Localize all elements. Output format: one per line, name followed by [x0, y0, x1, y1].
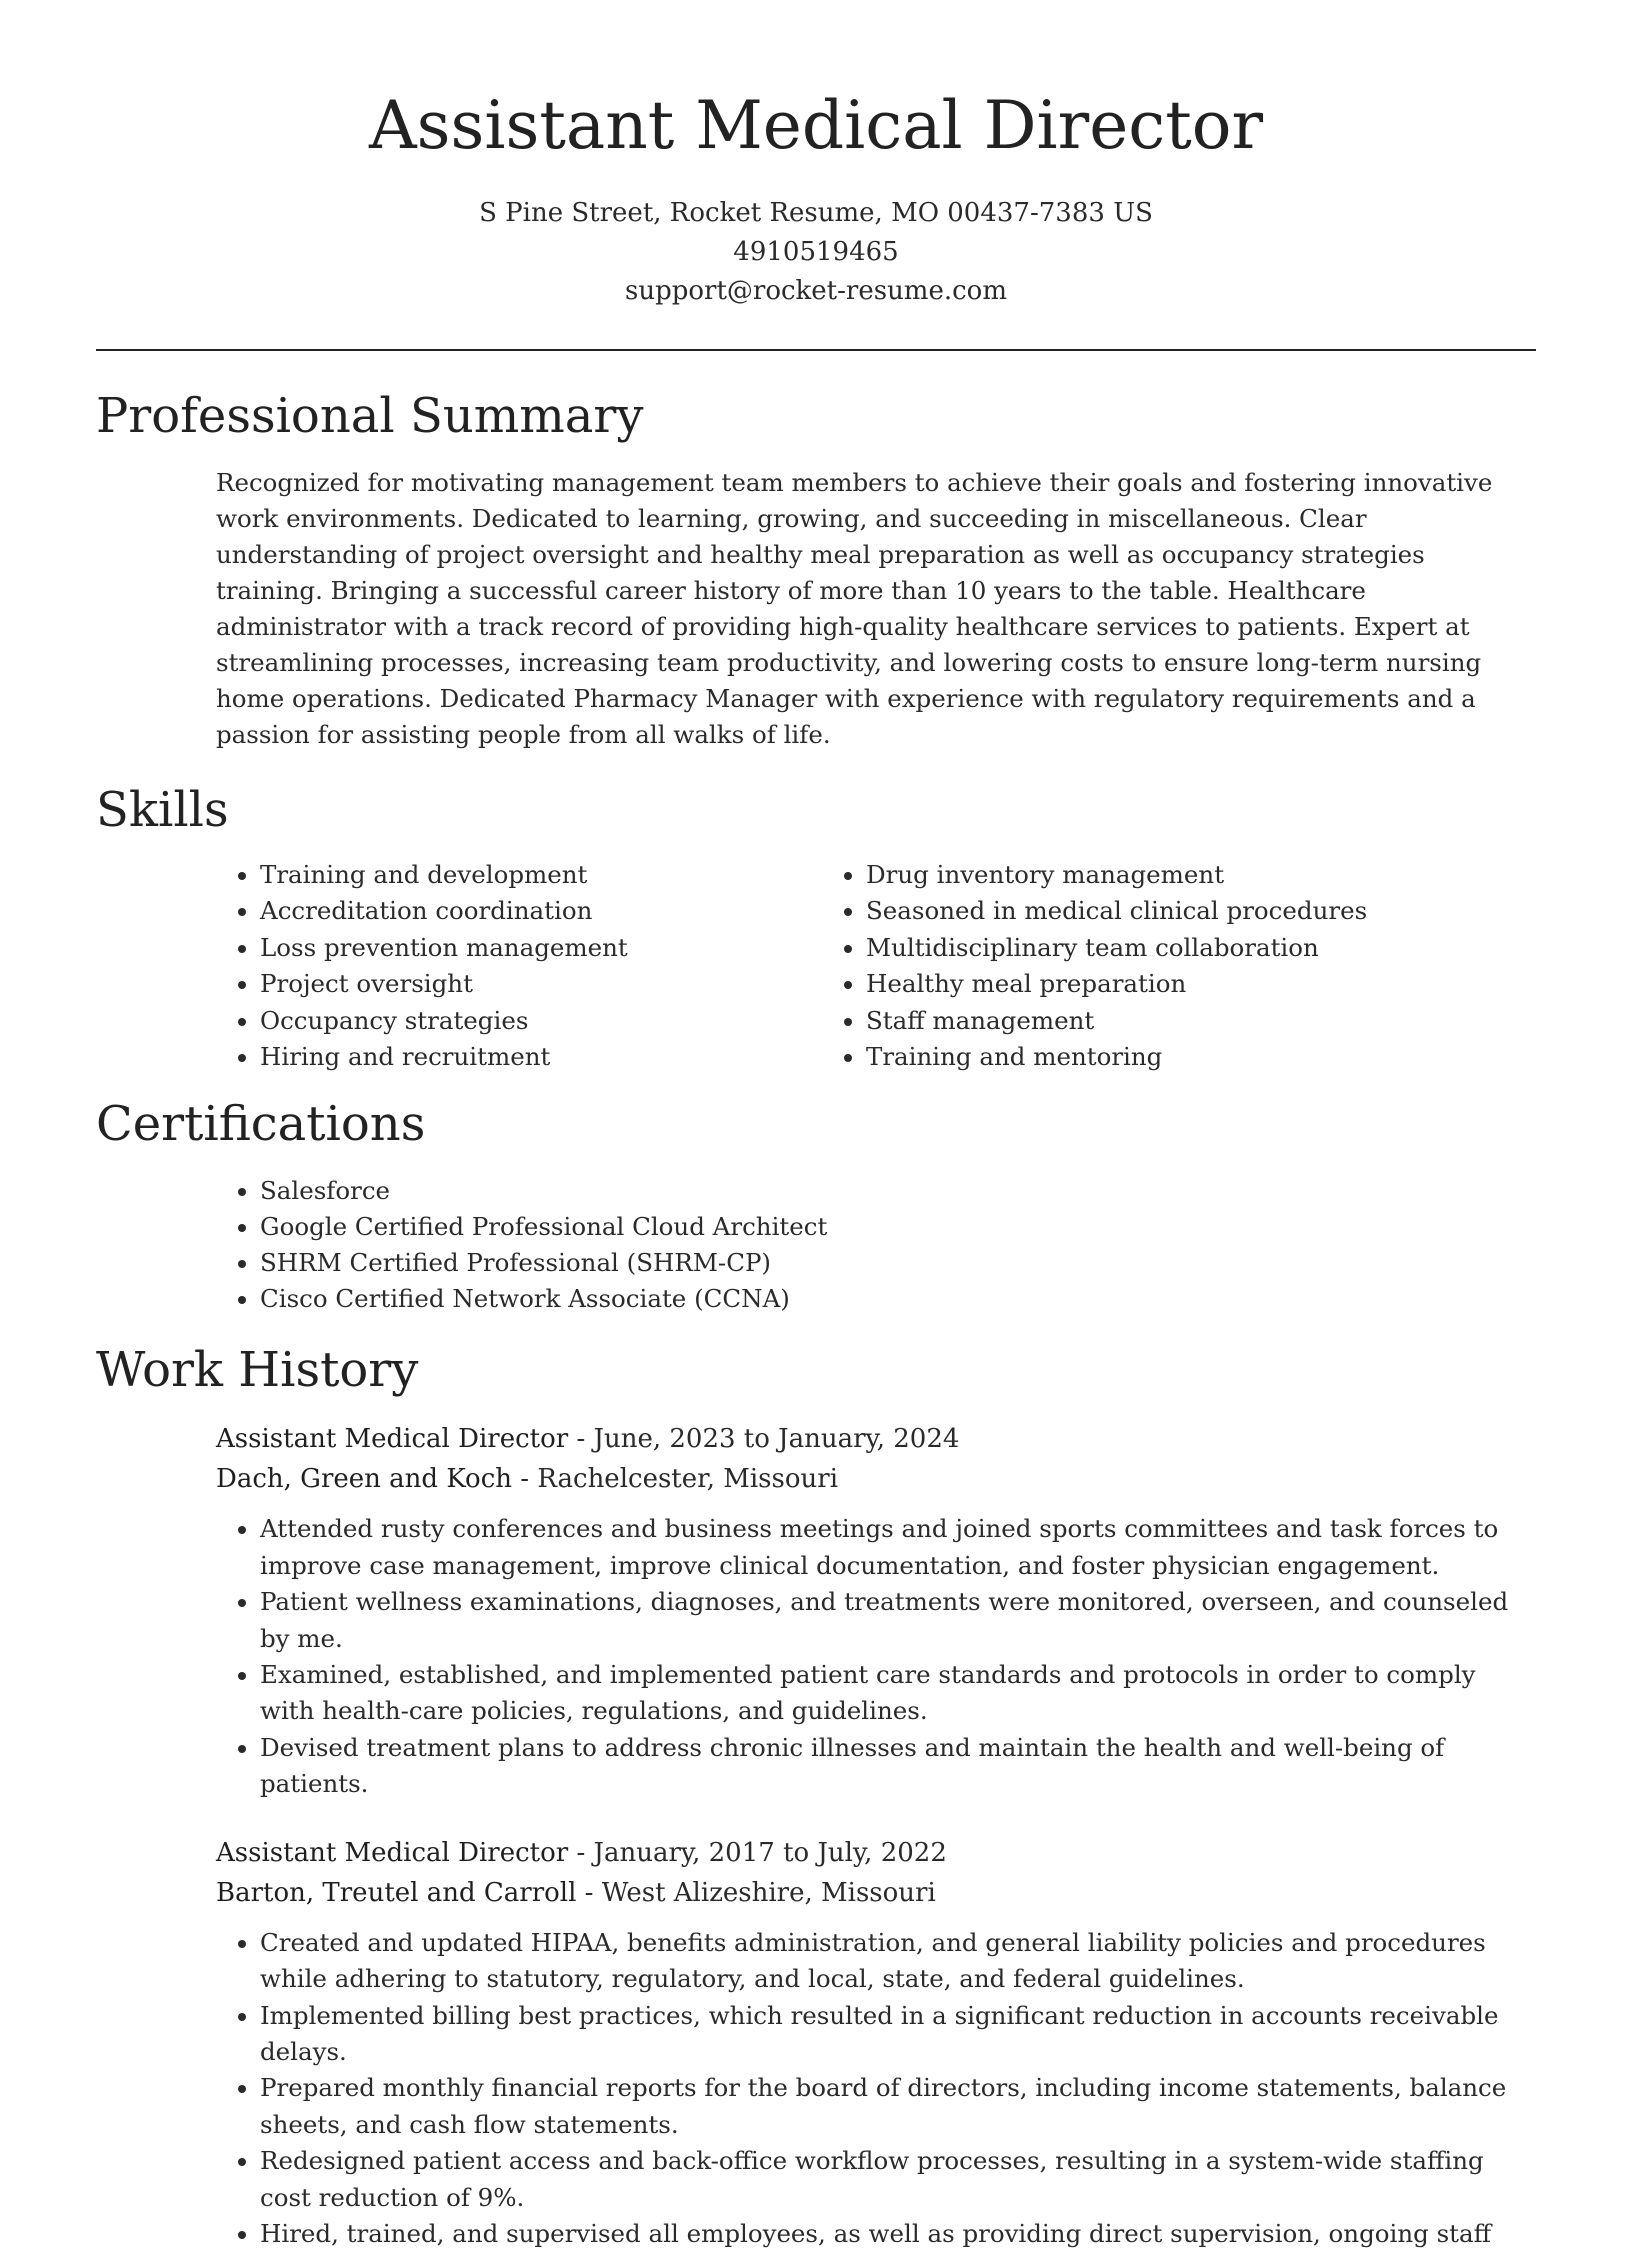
- address: S Pine Street, Rocket Resume, MO 00437-7383 US: [479, 198, 1153, 228]
- job-duty: • Hired, trained, and supervised all employees, as well as providing direct supervision, ongoing staff: [260, 2216, 1536, 2252]
- job-entry: [216, 1419, 1536, 1802]
- phone-number: 4910519465: [733, 237, 899, 267]
- job-company-line: [216, 1459, 1536, 1499]
- certification-item: • Google Certified Professional Cloud Architect: [260, 1209, 1536, 1245]
- skill-item: • Training and development: [260, 857, 822, 893]
- resume-page: [96, 0, 1536, 2252]
- candidate-name: Assistant Medical Director: [368, 87, 1264, 164]
- job-duty: • Implemented billing best practices, which resulted in a significant reduction in accounts receivable delays.: [260, 1998, 1536, 2071]
- skills-heading: Skills: [96, 782, 229, 838]
- job-duties-list: [216, 1925, 1536, 2252]
- skill-item: • Drug inventory management: [866, 857, 1536, 893]
- certifications-list: [216, 1173, 1536, 1317]
- skill-item: • Hiring and recruitment: [260, 1039, 822, 1075]
- skill-item: • Accreditation coordination: [260, 893, 822, 929]
- job-duty: • Examined, established, and implemented patient care standards and protocols in order to comply with health-care policies, regulations, and guidelines.: [260, 1657, 1536, 1730]
- skills-columns: [216, 857, 1536, 1075]
- skill-item: • Healthy meal preparation: [866, 966, 1536, 1002]
- skill-item: • Loss prevention management: [260, 930, 822, 966]
- certifications-heading: Certifications: [96, 1096, 426, 1153]
- job-role: Assistant Medical Director: [216, 1837, 569, 1868]
- job-company-line: [216, 1873, 1536, 1913]
- job-location: - West Alizeshire, Missouri: [576, 1877, 936, 1908]
- job-duty: • Attended rusty conferences and business meetings and joined sports committees and task forces to improve case management, improve clinical documentation, and foster physician engagement.: [260, 1511, 1536, 1584]
- job-duty: • Patient wellness examinations, diagnoses, and treatments were monitored, overseen, and counseled by me.: [260, 1584, 1536, 1657]
- certification-item: • Cisco Certified Network Associate (CCNA): [260, 1281, 1536, 1317]
- skill-item: • Training and mentoring: [866, 1039, 1536, 1075]
- job-location: - Rachelcester, Missouri: [512, 1464, 839, 1495]
- job-company: Dach, Green and Koch: [216, 1464, 513, 1495]
- certification-item: • Salesforce: [260, 1173, 1536, 1209]
- job-company: Barton, Treutel and Carroll: [216, 1877, 577, 1908]
- job-role: Assistant Medical Director: [216, 1424, 569, 1455]
- skill-item: • Project oversight: [260, 966, 822, 1002]
- job-duty: • Created and updated HIPAA, benefits administration, and general liability policies and procedures while adhering to statutory, regulatory, and local, state, and federal guidelines.: [260, 1925, 1536, 1998]
- job-title-line: [216, 1419, 1536, 1459]
- job-duty: • Devised treatment plans to address chronic illnesses and maintain the health and well-being of patients.: [260, 1730, 1536, 1803]
- header-divider: [96, 349, 1536, 351]
- skill-item: • Staff management: [866, 1003, 1536, 1039]
- job-dates: - June, 2023 to January, 2024: [568, 1424, 960, 1455]
- certification-item: • SHRM Certified Professional (SHRM-CP): [260, 1245, 1536, 1281]
- skills-list-left: [216, 857, 822, 1075]
- summary-heading: Professional Summary: [96, 388, 644, 444]
- job-entry: [216, 1833, 1536, 2252]
- job-dates: - January, 2017 to July, 2022: [568, 1837, 947, 1868]
- email-address: support@rocket-resume.com: [624, 276, 1007, 306]
- skill-item: • Seasoned in medical clinical procedures: [866, 893, 1536, 929]
- resume-header: [96, 0, 1536, 311]
- skill-item: • Occupancy strategies: [260, 1003, 822, 1039]
- skills-list-right: [822, 857, 1536, 1075]
- job-title-line: [216, 1833, 1536, 1873]
- work-history-heading: Work History: [96, 1342, 419, 1399]
- summary-text: Recognized for motivating management team members to achieve their goals and fostering innovative work environments. Dedicated to learning, growing, and succeeding in miscellaneous. Clear understanding of project oversight and healthy meal preparation as well as occupancy strategies training. Bringing a successful career history of more than 10 years to the table. Healthcare administrator with a track record of providing high-quality healthcare services to patients. Expert at streamlining processes, increasing team productivity, and lowering costs to ensure long-term nursing home operations. Dedicated Pharmacy Manager with experience with regulatory requirements and a passion for assisting people from all walks of life.: [216, 468, 1493, 749]
- job-duty: • Redesigned patient access and back-office workflow processes, resulting in a system-wide staffing cost reduction of 9%.: [260, 2143, 1536, 2216]
- job-duty: • Prepared monthly financial reports for the board of directors, including income statements, balance sheets, and cash flow statements.: [260, 2070, 1536, 2143]
- skill-item: • Multidisciplinary team collaboration: [866, 930, 1536, 966]
- job-duties-list: [216, 1511, 1536, 1802]
